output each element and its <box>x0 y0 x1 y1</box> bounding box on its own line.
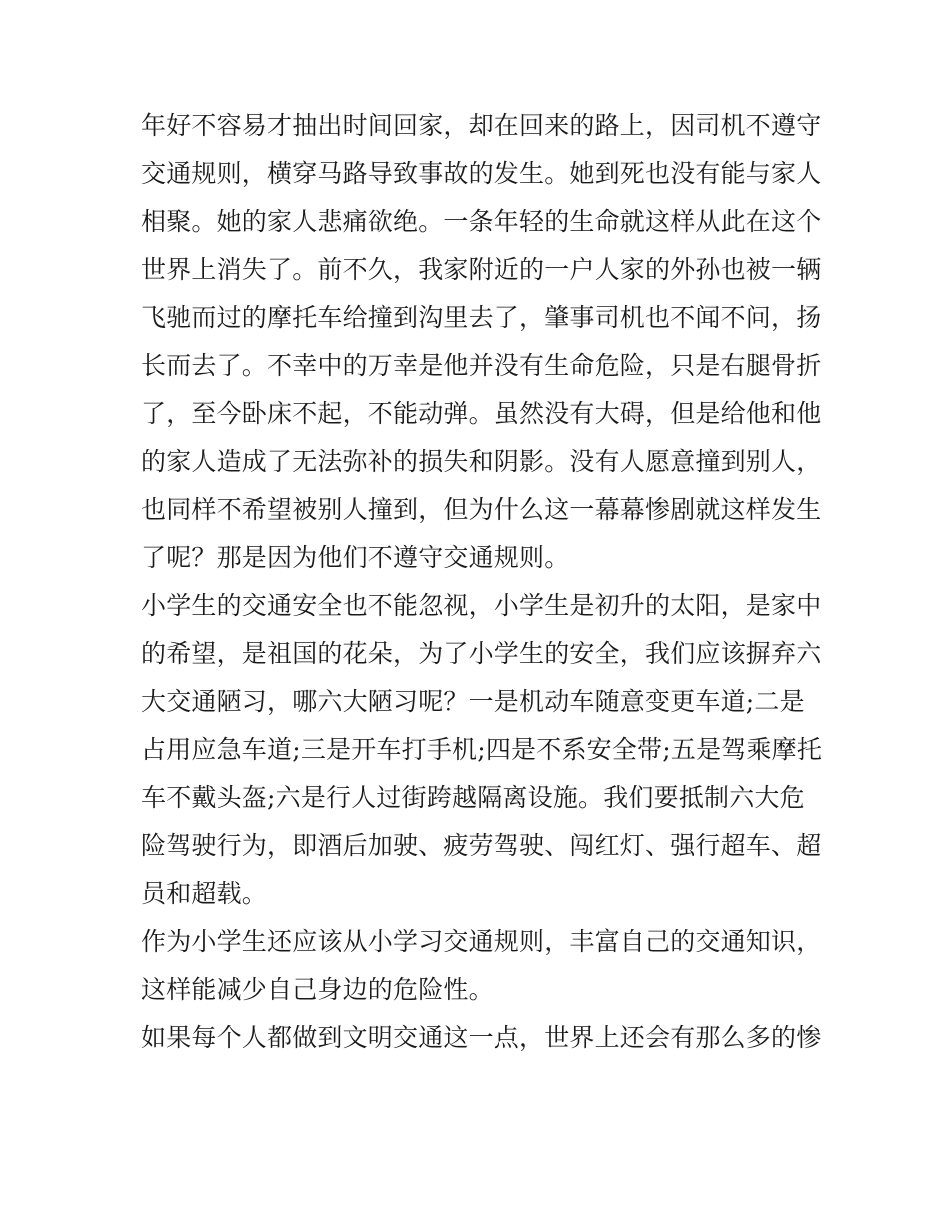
text-line: 年好不容易才抽出时间回家，却在回来的路上，因司机不遵守 <box>141 111 822 140</box>
text-line: 作为小学生还应该从小学习交通规则，丰富自己的交通知识， <box>141 927 822 956</box>
text-line: 了呢？那是因为他们不遵守交通规则。 <box>141 543 570 572</box>
document-body <box>141 102 823 1062</box>
text-line: 的希望，是祖国的花朵，为了小学生的安全，我们应该摒弃六 <box>141 639 822 668</box>
paragraph-4 <box>141 1014 822 1062</box>
text-line: 世界上消失了。前不久，我家附近的一户人家的外孙也被一辆 <box>141 255 822 284</box>
text-line: 了，至今卧床不起，不能动弹。虽然没有大碍，但是给他和他 <box>141 399 822 428</box>
text-line: 这样能减少自己身边的危险性。 <box>141 975 494 1004</box>
text-line: 的家人造成了无法弥补的损失和阴影。没有人愿意撞到别人， <box>141 447 822 476</box>
paragraph-2 <box>141 582 823 918</box>
text-line: 大交通陋习，哪六大陋习呢？一是机动车随意变更车道;二是 <box>141 687 805 716</box>
paragraph-3 <box>141 918 822 1014</box>
paragraph-1 <box>141 102 822 582</box>
text-line: 险驾驶行为，即酒后加驶、疲劳驾驶、闯红灯、强行超车、超 <box>141 831 822 860</box>
text-line: 如果每个人都做到文明交通这一点，世界上还会有那么多的惨 <box>141 1023 822 1052</box>
text-line: 车不戴头盔;六是行人过街跨越隔离设施。我们要抵制六大危 <box>141 783 805 812</box>
text-line: 交通规则，横穿马路导致事故的发生。她到死也没有能与家人 <box>141 159 822 188</box>
text-line: 占用应急车道;三是开车打手机;四是不系安全带;五是驾乘摩托 <box>141 735 823 764</box>
text-line: 员和超载。 <box>141 879 268 908</box>
text-line: 也同样不希望被别人撞到，但为什么这一幕幕惨剧就这样发生 <box>141 495 822 524</box>
text-line: 长而去了。不幸中的万幸是他并没有生命危险，只是右腿骨折 <box>141 351 822 380</box>
text-line: 飞驰而过的摩托车给撞到沟里去了，肇事司机也不闻不问，扬 <box>141 303 822 332</box>
text-line: 小学生的交通安全也不能忽视，小学生是初升的太阳，是家中 <box>141 591 822 620</box>
text-line: 相聚。她的家人悲痛欲绝。一条年轻的生命就这样从此在这个 <box>141 207 822 236</box>
